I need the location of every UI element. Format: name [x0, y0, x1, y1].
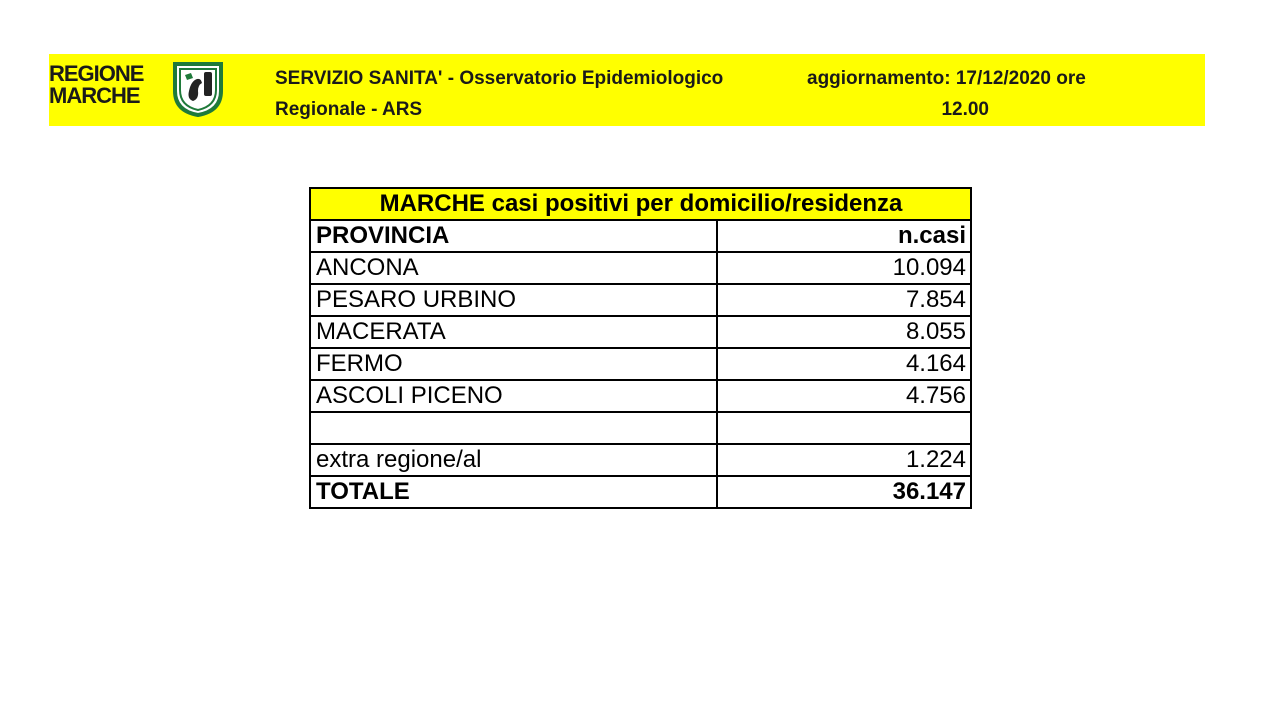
- province-name: extra regione/al: [310, 444, 717, 476]
- table-header-row: [310, 220, 971, 252]
- table-row-empty: [310, 412, 971, 444]
- table-row: [310, 316, 971, 348]
- table-total-row: [310, 476, 971, 508]
- province-name: MACERATA: [310, 316, 717, 348]
- table-title-row: [310, 188, 971, 220]
- update-info: [807, 63, 1129, 125]
- case-count: 4.756: [717, 380, 971, 412]
- total-value: 36.147: [717, 476, 971, 508]
- case-count: 4.164: [717, 348, 971, 380]
- province-name: [310, 412, 717, 444]
- province-name: FERMO: [310, 348, 717, 380]
- case-count: 1.224: [717, 444, 971, 476]
- column-header-cases: n.casi: [717, 220, 971, 252]
- table-title: MARCHE casi positivi per domicilio/residenza: [310, 188, 971, 220]
- service-title: [275, 63, 795, 125]
- cases-table: [309, 187, 972, 509]
- update-line-2: 12.00: [941, 99, 989, 120]
- total-label: TOTALE: [310, 476, 717, 508]
- table-row: [310, 380, 971, 412]
- table-row: [310, 252, 971, 284]
- case-count: 8.055: [717, 316, 971, 348]
- case-count: [717, 412, 971, 444]
- case-count: 10.094: [717, 252, 971, 284]
- table-row: [310, 348, 971, 380]
- service-line-2: Regionale - ARS: [275, 99, 423, 120]
- table-row: [310, 284, 971, 316]
- update-line-1: aggiornamento: 17/12/2020 ore: [807, 68, 1086, 89]
- logo-line-2: MARCHE: [49, 83, 140, 108]
- logo-text: [49, 63, 143, 107]
- logo-line-1: REGIONE: [49, 61, 144, 86]
- column-header-province: PROVINCIA: [310, 220, 717, 252]
- service-line-1: SERVIZIO SANITA' - Osservatorio Epidemiologico: [275, 68, 724, 89]
- regione-marche-emblem-icon: [171, 61, 225, 117]
- province-name: PESARO URBINO: [310, 284, 717, 316]
- case-count: 7.854: [717, 284, 971, 316]
- header-banner: [49, 54, 1205, 126]
- province-name: ASCOLI PICENO: [310, 380, 717, 412]
- regione-marche-logo: [49, 61, 229, 121]
- province-name: ANCONA: [310, 252, 717, 284]
- table-row: [310, 444, 971, 476]
